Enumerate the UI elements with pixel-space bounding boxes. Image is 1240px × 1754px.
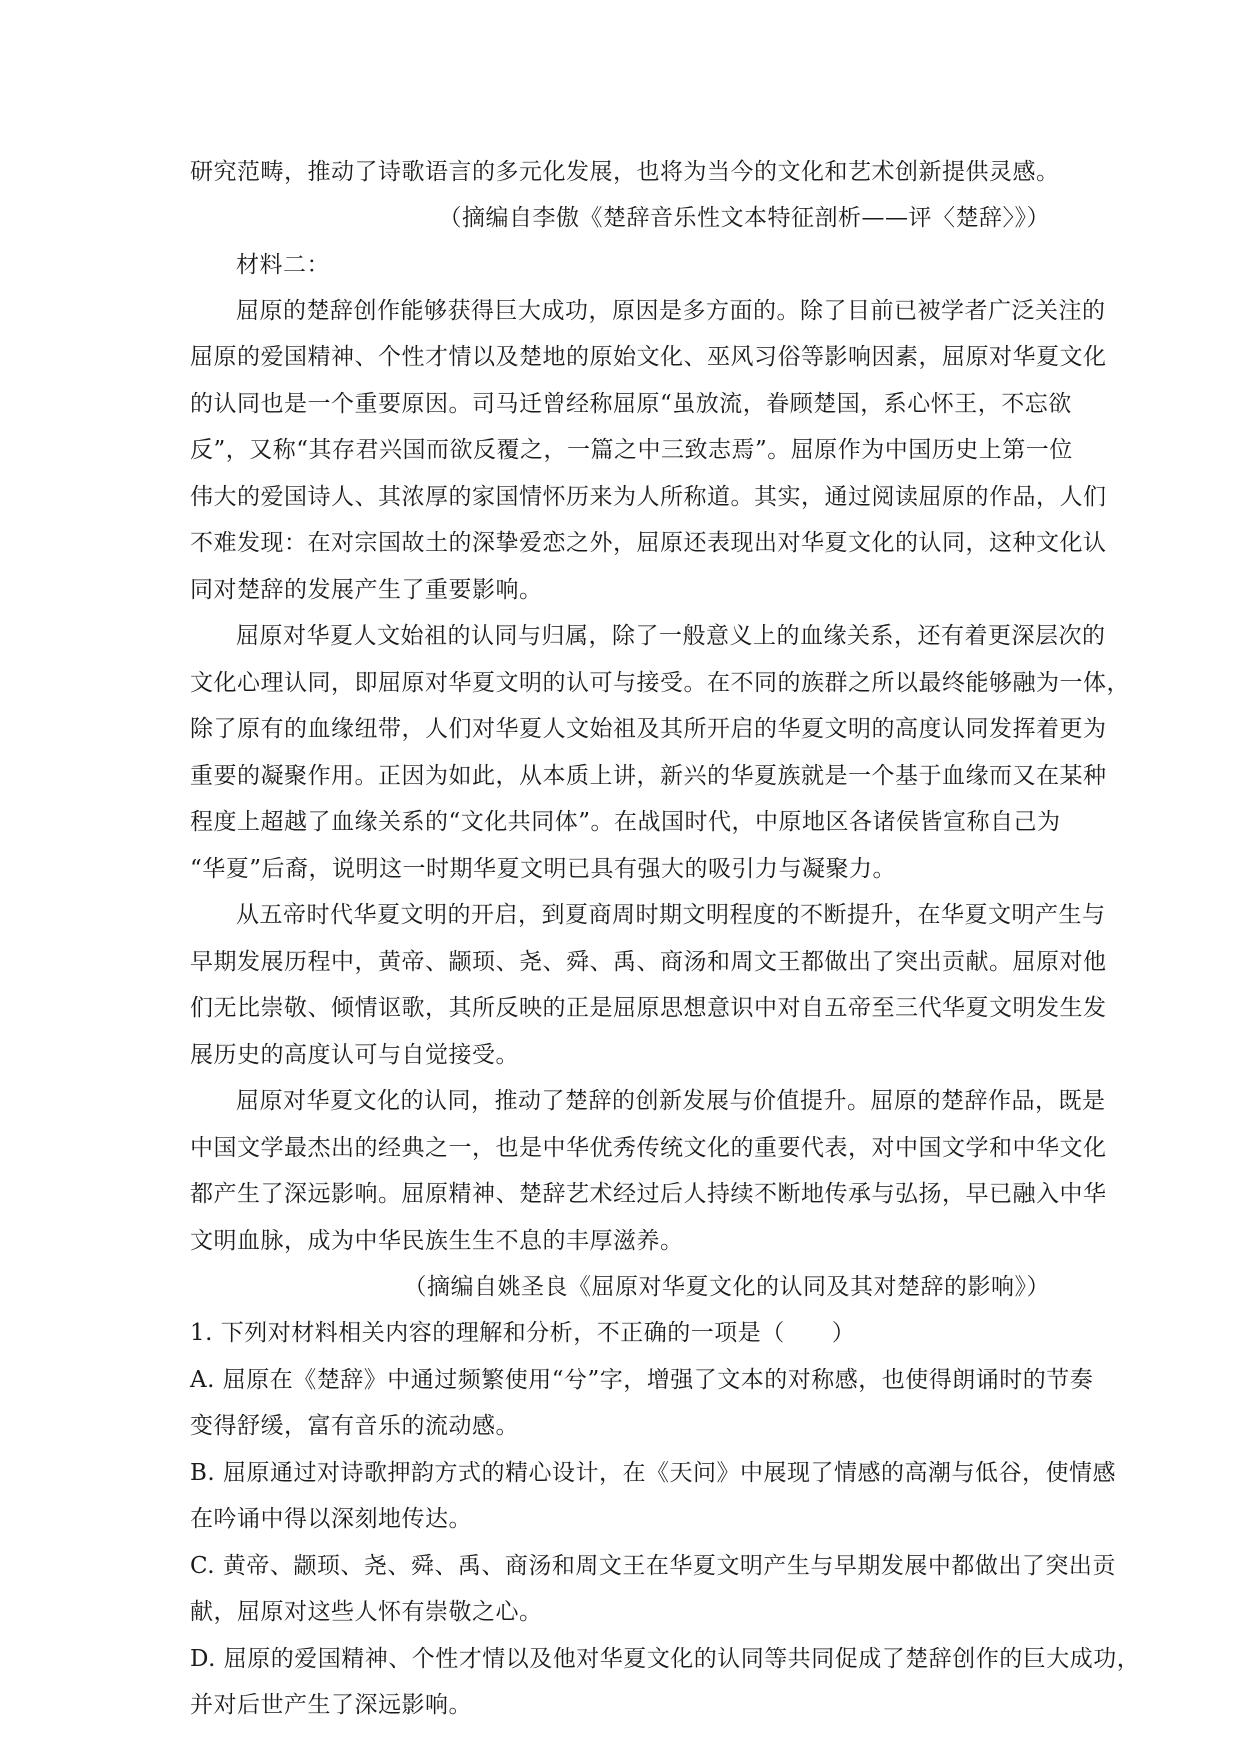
source-citation-2: （摘编自姚圣良《屈原对华夏文化的认同及其对楚辞的影响》） — [403, 1274, 1050, 1300]
para-4-line: 屈原对华夏文化的认同，推动了楚辞的创新发展与价值提升。屈原的楚辞作品，既是 — [236, 1088, 1106, 1114]
question-1-stem: 1. 下列对材料相关内容的理解和分析，不正确的一项是（ ） — [190, 1320, 856, 1346]
question-1-option-b: 在吟诵中得以深刻地传达。 — [190, 1506, 472, 1532]
question-1-option-b: B. 屈原通过对诗歌押韵方式的精心设计，在《天问》中展现了情感的高潮与低谷，使情感 — [190, 1460, 1117, 1486]
para-2-line: “华夏”后裔，说明这一时期华夏文明已具有强大的吸引力与凝聚力。 — [190, 856, 897, 882]
para-2-line: 屈原对华夏人文始祖的认同与归属，除了一般意义上的血缘关系，还有着更深层次的 — [236, 623, 1106, 649]
para-1-line: 屈原的楚辞创作能够获得巨大成功，原因是多方面的。除了目前已被学者广泛关注的 — [236, 298, 1106, 324]
para-3-line: 展历史的高度认可与自觉接受。 — [190, 1042, 519, 1068]
material-2-label: 材料二： — [236, 252, 330, 278]
para-2-line: 程度上超越了血缘关系的“文化共同体”。在战国时代，中原地区各诸侯皆宣称自己为 — [190, 809, 1061, 835]
para-3-line: 从五帝时代华夏文明的开启，到夏商周时期文明程度的不断提升，在华夏文明产生与 — [236, 902, 1106, 928]
para-1-line: 不难发现：在对宗国故土的深挚爱恋之外，屈原还表现出对华夏文化的认同，这种文化认 — [190, 530, 1107, 556]
para-4-line: 都产生了深远影响。屈原精神、楚辞艺术经过后人持续不断地传承与弘扬，早已融入中华 — [190, 1181, 1107, 1207]
para-1-line: 反”，又称“其存君兴国而欲反覆之，一篇之中三致志焉”。屈原作为中国历史上第一位 — [190, 437, 1073, 463]
question-1-option-a: 变得舒缓，富有音乐的流动感。 — [190, 1413, 519, 1439]
para-1-line: 伟大的爱国诗人、其浓厚的家国情怀历来为人所称道。其实，通过阅读屈原的作品，人们 — [190, 484, 1107, 510]
para-1-line: 的认同也是一个重要原因。司马迁曾经称屈原“虽放流，眷顾楚国，系心怀王，不忘欲 — [190, 391, 1072, 417]
para-3-line: 早期发展历程中，黄帝、颛顼、尧、舜、禹、商汤和周文王都做出了突出贡献。屈原对他 — [190, 949, 1107, 975]
para-3-line: 们无比崇敬、倾情讴歌，其所反映的正是屈原思想意识中对自五帝至三代华夏文明发生发 — [190, 995, 1107, 1021]
question-1-option-d: 并对后世产生了深远影响。 — [190, 1692, 472, 1718]
para-2-line: 文化心理认同，即屈原对华夏文明的认可与接受。在不同的族群之所以最终能够融为一体， — [190, 670, 1130, 696]
para-1-line: 屈原的爱国精神、个性才情以及楚地的原始文化、巫风习俗等影响因素，屈原对华夏文化 — [190, 344, 1107, 370]
para-2-line: 除了原有的血缘纽带，人们对华夏人文始祖及其所开启的华夏文明的高度认同发挥着更为 — [190, 716, 1107, 742]
para-4-line: 中国文学最杰出的经典之一，也是中华优秀传统文化的重要代表，对中国文学和中华文化 — [190, 1135, 1107, 1161]
question-1-option-c: C. 黄帝、颛顼、尧、舜、禹、商汤和周文王在华夏文明产生与早期发展中都做出了突出贡 — [190, 1553, 1116, 1579]
question-1-option-d: D. 屈原的爱国精神、个性才情以及他对华夏文化的认同等共同促成了楚辞创作的巨大成功， — [190, 1646, 1141, 1672]
source-citation-1: （摘编自李傲《楚辞音乐性文本特征剖析——评〈楚辞〉》） — [438, 205, 1050, 231]
continuation-line: 研究范畴，推动了诗歌语言的多元化发展，也将为当今的文化和艺术创新提供灵感。 — [190, 159, 1060, 185]
para-4-line: 文明血脉，成为中华民族生生不息的丰厚滋养。 — [190, 1228, 684, 1254]
para-2-line: 重要的凝聚作用。正因为如此，从本质上讲，新兴的华夏族就是一个基于血缘而又在某种 — [190, 763, 1107, 789]
question-1-option-c: 献，屈原对这些人怀有崇敬之心。 — [190, 1599, 543, 1625]
para-1-line: 同对楚辞的发展产生了重要影响。 — [190, 577, 543, 603]
question-1-option-a: A. 屈原在《楚辞》中通过频繁使用“兮”字，增强了文本的对称感，也使得朗诵时的节奏 — [190, 1367, 1094, 1393]
